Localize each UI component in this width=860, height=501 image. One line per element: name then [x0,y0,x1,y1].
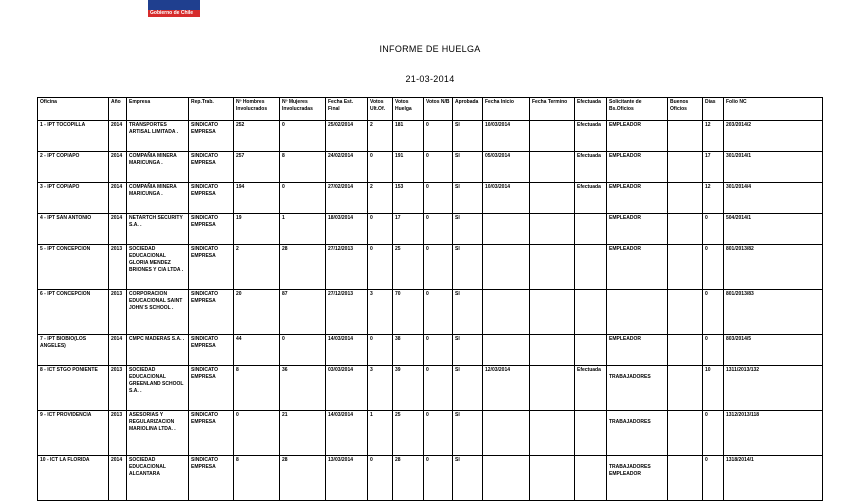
cell-votos-huelga: 28 [393,456,424,501]
table-row [38,290,823,335]
cell-hombres: 20 [234,290,280,335]
cell-aprobada: SI [453,245,483,290]
cell-fecha-termino [530,456,575,501]
cell-empresa: SOCIEDAD EDUCACIONAL GLORIA MENDEZ BRIONES Y CIA LTDA . [127,245,189,290]
cell-votos-huelga: 191 [393,152,424,183]
cell-fecha-est-final: 25/02/2014 [326,121,368,152]
cell-efectuada [575,456,607,501]
cell-ano: 2013 [109,245,127,290]
col-header-rep-trab: Rep.Trab. [189,98,234,121]
cell-buenos-oficios [668,152,703,183]
cell-aprobada: SI [453,411,483,456]
cell-oficina: 1 - IPT TOCOPILLA [38,121,109,152]
cell-hombres: 257 [234,152,280,183]
cell-aprobada: SI [453,335,483,366]
cell-efectuada: Efectuada [575,121,607,152]
table-row [38,214,823,245]
cell-votos-ult-of: 2 [368,183,393,214]
cell-fecha-inicio [483,411,530,456]
cell-votos-ult-of: 2 [368,121,393,152]
cell-solicitante [607,411,668,456]
col-header-votos-huelga: Votos Huelga [393,98,424,121]
cell-dias: 0 [703,290,724,335]
cell-votos-nb: 0 [424,121,453,152]
cell-folio-nc: 203/2014/2 [724,121,823,152]
cell-empresa: CORPORACION EDUCACIONAL SAINT JOHN`S SCHOOL . [127,290,189,335]
cell-oficina: 5 - IPT CONCEPCION [38,245,109,290]
cell-fecha-est-final: 27/12/2013 [326,290,368,335]
cell-solicitante: EMPLEADOR [607,152,668,183]
cell-votos-huelga: 39 [393,366,424,411]
cell-buenos-oficios [668,366,703,411]
cell-empresa: CMPC MADERAS S.A. . [127,335,189,366]
cell-fecha-est-final: 27/12/2013 [326,245,368,290]
cell-rep-trab: SINDICATO EMPRESA [189,411,234,456]
cell-solicitante [607,366,668,411]
cell-aprobada: SI [453,121,483,152]
table-row [38,411,823,456]
col-header-fecha-termino: Fecha Termino [530,98,575,121]
cell-fecha-termino [530,121,575,152]
cell-aprobada: SI [453,456,483,501]
cell-efectuada [575,245,607,290]
strike-report-table [37,97,823,501]
cell-votos-nb: 0 [424,335,453,366]
cell-fecha-inicio [483,335,530,366]
cell-mujeres: 0 [280,121,326,152]
cell-hombres: 0 [234,411,280,456]
cell-fecha-termino [530,290,575,335]
cell-oficina: 6 - IPT CONCEPCION [38,290,109,335]
col-header-aprobada: Aprobada [453,98,483,121]
table-row [38,245,823,290]
cell-votos-ult-of: 3 [368,290,393,335]
col-header-folio-nc: Folio NC [724,98,823,121]
col-header-fecha-inicio: Fecha Inicio [483,98,530,121]
cell-votos-ult-of: 0 [368,214,393,245]
col-header-efectuada: Efectuada [575,98,607,121]
logo-blue-band [148,0,200,10]
cell-rep-trab: SINDICATO EMPRESA [189,366,234,411]
col-header-buenos-oficios: Buenos Oficios [668,98,703,121]
cell-efectuada [575,290,607,335]
cell-buenos-oficios [668,290,703,335]
cell-votos-huelga: 153 [393,183,424,214]
cell-fecha-termino [530,411,575,456]
cell-fecha-termino [530,245,575,290]
cell-votos-huelga: 70 [393,290,424,335]
cell-dias: 12 [703,121,724,152]
col-header-votos-nb: Votos N/B [424,98,453,121]
cell-rep-trab: SINDICATO EMPRESA [189,245,234,290]
logo-text: Gobierno de Chile [150,10,194,16]
cell-fecha-inicio: 10/03/2014 [483,121,530,152]
cell-rep-trab: SINDICATO EMPRESA [189,152,234,183]
cell-hombres: 8 [234,366,280,411]
cell-votos-ult-of: 3 [368,366,393,411]
cell-efectuada: Efectuada [575,152,607,183]
cell-solicitante [607,456,668,501]
cell-fecha-termino [530,183,575,214]
cell-solicitante-text: TRABAJADORES EMPLEADOR [609,464,651,477]
cell-hombres: 44 [234,335,280,366]
cell-empresa: ASESORIAS Y REGULARIZACION MARIOLINA LTDA. . [127,411,189,456]
cell-empresa: SOCIEDAD EDUCACIONAL GREENLAND SCHOOL S.A. . [127,366,189,411]
table-row [38,366,823,411]
cell-fecha-inicio: 10/03/2014 [483,183,530,214]
cell-dias: 10 [703,366,724,411]
cell-mujeres: 8 [280,152,326,183]
cell-solicitante: EMPLEADOR [607,214,668,245]
col-header-empresa: Empresa [127,98,189,121]
cell-fecha-est-final: 27/02/2014 [326,183,368,214]
cell-buenos-oficios [668,214,703,245]
cell-rep-trab: SINDICATO EMPRESA [189,456,234,501]
cell-dias: 12 [703,183,724,214]
cell-rep-trab: SINDICATO EMPRESA [189,335,234,366]
cell-fecha-inicio [483,290,530,335]
cell-fecha-est-final: 13/03/2014 [326,456,368,501]
col-header-fecha-est-final: Fecha Est. Final [326,98,368,121]
col-header-dias: Días [703,98,724,121]
cell-empresa: COMPAÑIA MINERA MARICUNGA . [127,183,189,214]
cell-dias: 17 [703,152,724,183]
col-header-ano: Año [109,98,127,121]
cell-votos-huelga: 25 [393,411,424,456]
cell-aprobada: SI [453,366,483,411]
cell-empresa: SOCIEDAD EDUCACIONAL ALCANTARA [127,456,189,501]
cell-aprobada: SI [453,183,483,214]
cell-empresa: TRANSPORTES ARTISAL LIMITADA . [127,121,189,152]
cell-solicitante: EMPLEADOR [607,121,668,152]
cell-folio-nc: 801/2013/82 [724,245,823,290]
cell-votos-nb: 0 [424,456,453,501]
cell-folio-nc: 504/2014/1 [724,214,823,245]
col-header-solicitante: Solicitante de Bs.Oficios [607,98,668,121]
cell-folio-nc: 301/2014/4 [724,183,823,214]
cell-fecha-termino [530,366,575,411]
cell-buenos-oficios [668,335,703,366]
cell-mujeres: 28 [280,456,326,501]
cell-fecha-inicio [483,245,530,290]
cell-folio-nc: 803/2014/5 [724,335,823,366]
cell-votos-huelga: 38 [393,335,424,366]
cell-ano: 2013 [109,411,127,456]
cell-solicitante: EMPLEADOR [607,183,668,214]
col-header-hombres: Nº Hombres Involucrados [234,98,280,121]
cell-buenos-oficios [668,411,703,456]
cell-ano: 2014 [109,456,127,501]
cell-oficina: 8 - ICT STGO PONIENTE [38,366,109,411]
cell-hombres: 252 [234,121,280,152]
cell-efectuada [575,214,607,245]
cell-solicitante: EMPLEADOR [607,245,668,290]
cell-oficina: 2 - IPT COPIAPO [38,152,109,183]
cell-mujeres: 36 [280,366,326,411]
cell-folio-nc: 301/2014/1 [724,152,823,183]
cell-votos-nb: 0 [424,290,453,335]
cell-solicitante-text: TRABAJADORES [609,419,651,425]
cell-mujeres: 28 [280,245,326,290]
cell-fecha-est-final: 18/03/2014 [326,214,368,245]
cell-votos-ult-of: 0 [368,245,393,290]
cell-votos-huelga: 17 [393,214,424,245]
cell-ano: 2014 [109,335,127,366]
cell-dias: 0 [703,245,724,290]
cell-dias: 0 [703,214,724,245]
cell-solicitante: EMPLEADOR [607,335,668,366]
cell-ano: 2014 [109,214,127,245]
cell-fecha-termino [530,152,575,183]
cell-rep-trab: SINDICATO EMPRESA [189,121,234,152]
cell-ano: 2014 [109,152,127,183]
cell-ano: 2013 [109,366,127,411]
cell-solicitante-text: TRABAJADORES [609,374,651,380]
cell-buenos-oficios [668,183,703,214]
cell-hombres: 2 [234,245,280,290]
cell-oficina: 7 - IPT BIOBIO(LOS ANGELES) [38,335,109,366]
cell-votos-ult-of: 0 [368,152,393,183]
table-header-row [38,98,823,121]
cell-hombres: 8 [234,456,280,501]
cell-aprobada: SI [453,290,483,335]
cell-efectuada: Efectuada [575,183,607,214]
table-row [38,152,823,183]
cell-mujeres: 1 [280,214,326,245]
cell-aprobada: SI [453,152,483,183]
cell-fecha-inicio [483,456,530,501]
report-date: 21-03-2014 [405,74,455,84]
cell-fecha-est-final: 14/03/2014 [326,411,368,456]
cell-fecha-est-final: 14/03/2014 [326,335,368,366]
cell-ano: 2014 [109,121,127,152]
cell-hombres: 194 [234,183,280,214]
cell-folio-nc: 1311/2013/132 [724,366,823,411]
cell-mujeres: 87 [280,290,326,335]
cell-aprobada: SI [453,214,483,245]
cell-folio-nc: 1318/2014/1 [724,456,823,501]
cell-ano: 2013 [109,290,127,335]
cell-buenos-oficios [668,121,703,152]
cell-dias: 0 [703,456,724,501]
cell-oficina: 3 - IPT COPIAPO [38,183,109,214]
cell-folio-nc: 801/2013/83 [724,290,823,335]
cell-votos-nb: 0 [424,214,453,245]
cell-efectuada [575,411,607,456]
cell-fecha-inicio: 05/03/2014 [483,152,530,183]
cell-efectuada: Efectuada [575,366,607,411]
cell-votos-ult-of: 1 [368,411,393,456]
cell-rep-trab: SINDICATO EMPRESA [189,183,234,214]
cell-ano: 2014 [109,183,127,214]
cell-fecha-est-final: 03/03/2014 [326,366,368,411]
cell-buenos-oficios [668,245,703,290]
cell-fecha-termino [530,214,575,245]
cell-oficina: 9 - ICT PROVIDENCIA [38,411,109,456]
cell-oficina: 4 - IPT SAN ANTONIO [38,214,109,245]
cell-efectuada [575,335,607,366]
cell-fecha-inicio: 12/03/2014 [483,366,530,411]
table-row [38,121,823,152]
cell-buenos-oficios [668,456,703,501]
col-header-oficina: Oficina [38,98,109,121]
col-header-mujeres: Nº Mujeres Involucradas [280,98,326,121]
cell-mujeres: 21 [280,411,326,456]
cell-votos-nb: 0 [424,411,453,456]
cell-votos-huelga: 181 [393,121,424,152]
cell-votos-nb: 0 [424,245,453,290]
cell-votos-nb: 0 [424,183,453,214]
cell-rep-trab: SINDICATO EMPRESA [189,290,234,335]
cell-votos-nb: 0 [424,152,453,183]
cell-votos-ult-of: 0 [368,456,393,501]
cell-empresa: NETARTCH SECURITY S.A. . [127,214,189,245]
cell-votos-nb: 0 [424,366,453,411]
government-logo [148,0,200,17]
cell-votos-huelga: 25 [393,245,424,290]
col-header-votos-ult-of: Votos Ult.Of. [368,98,393,121]
cell-mujeres: 0 [280,335,326,366]
cell-dias: 0 [703,411,724,456]
cell-oficina: 10 - ICT LA FLORIDA [38,456,109,501]
table-row [38,456,823,501]
cell-folio-nc: 1312/2013/118 [724,411,823,456]
cell-rep-trab: SINDICATO EMPRESA [189,214,234,245]
table-row [38,183,823,214]
table-row [38,335,823,366]
cell-mujeres: 0 [280,183,326,214]
cell-fecha-termino [530,335,575,366]
cell-dias: 0 [703,335,724,366]
cell-fecha-est-final: 24/02/2014 [326,152,368,183]
report-title: INFORME DE HUELGA [379,44,481,54]
cell-empresa: COMPAÑIA MINERA MARICUNGA . [127,152,189,183]
cell-solicitante [607,290,668,335]
cell-votos-ult-of: 0 [368,335,393,366]
cell-fecha-inicio [483,214,530,245]
cell-hombres: 19 [234,214,280,245]
